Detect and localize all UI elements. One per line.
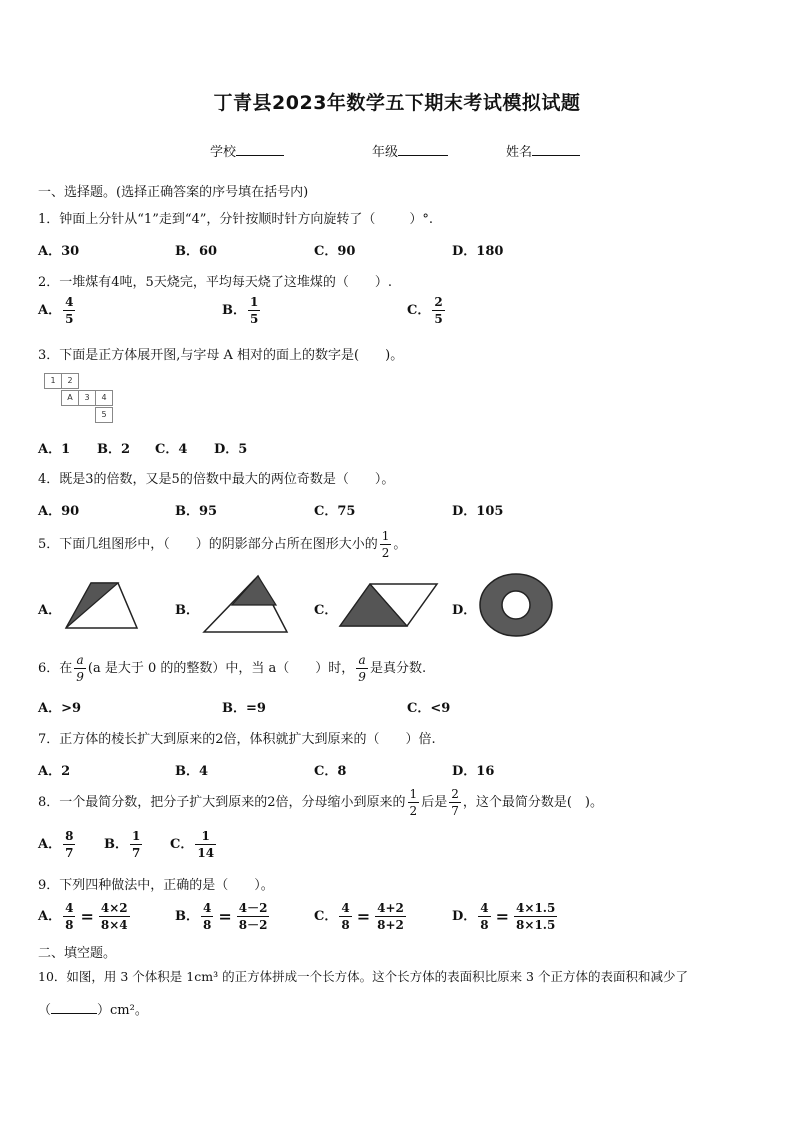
q5-option-d-label[interactable]: D． [452, 603, 477, 618]
q9-option-c[interactable] [314, 902, 408, 931]
q10-open-paren: （ [38, 1003, 52, 1018]
q3-stem: 3．下面是正方体展开图,与字母 A 相对的面上的数字是( )。 [38, 348, 404, 363]
net-cell: 2 [61, 373, 79, 389]
q8-option-a-label: A． [38, 837, 62, 852]
q9-option-b-label: B． [175, 909, 199, 924]
school-blank[interactable] [236, 143, 284, 156]
q5-option-b-label[interactable]: B． [175, 603, 199, 618]
q8-stem-b: 后是 [421, 795, 448, 810]
section-one-heading: 一、选择题。(选择正确答案的序号填在括号内) [38, 185, 309, 200]
equals-sign: = [356, 907, 371, 926]
q8-option-b[interactable] [104, 830, 144, 859]
q2-option-a[interactable] [38, 296, 77, 325]
q7-option-d[interactable]: D．16 [452, 764, 495, 779]
q8-option-a-fraction: $\frac{8}{7}$ [65, 829, 74, 860]
q5-stem-b: 。 [393, 537, 407, 552]
section-two-heading: 二、填空题。 [38, 946, 117, 961]
shape-triangle-shaded-top [202, 574, 290, 636]
q4-option-b[interactable]: B．95 [175, 504, 218, 519]
q9-b-left-fraction: $\frac{4}{8}$ [203, 901, 212, 932]
grade-label: 年级 [372, 145, 399, 160]
q6-fraction-b: $\frac{a}{9}$ [358, 653, 366, 684]
q9-option-c-label: C． [314, 909, 338, 924]
q10-answer-blank[interactable] [51, 1001, 97, 1014]
q3-option-d[interactable]: D．5 [214, 442, 248, 457]
q9-stem: 9．下列四种做法中，正确的是（ ）。 [38, 878, 274, 893]
q3-option-a[interactable]: A．1 [38, 442, 71, 457]
q6-option-c[interactable]: C．<9 [407, 701, 451, 716]
q4-option-a[interactable]: A．90 [38, 504, 80, 519]
q8-stem [38, 788, 603, 817]
shape-trapezoid-shaded [64, 580, 140, 632]
q1-stem-a: 1．钟面上分针从“1”走到“4”，分针按顺时针方向旋转了（ [38, 212, 376, 227]
q4-option-c[interactable]: C．75 [314, 504, 356, 519]
grade-blank[interactable] [398, 143, 448, 156]
name-blank[interactable] [532, 143, 580, 156]
q2-option-b-fraction: $\frac{1}{5}$ [250, 295, 259, 326]
q8-stem-a: 8．一个最简分数，把分子扩大到原来的2倍，分母缩小到原来的 [38, 795, 406, 810]
q9-option-d-label: D． [452, 909, 477, 924]
q8-fraction-a: $\frac{1}{2}$ [409, 787, 418, 818]
q9-d-left-fraction: $\frac{4}{8}$ [480, 901, 489, 932]
q9-option-a[interactable] [38, 902, 132, 931]
q9-option-a-label: A． [38, 909, 62, 924]
net-cell: 3 [78, 390, 96, 406]
q2-option-c-fraction: $\frac{2}{5}$ [434, 295, 443, 326]
net-cell: 4 [95, 390, 113, 406]
net-cell: 5 [95, 407, 113, 423]
school-field[interactable] [210, 141, 284, 160]
q7-stem: 7．正方体的棱长扩大到原来的2倍，体积就扩大到原来的（ ）倍. [38, 732, 436, 747]
q1-stem [38, 208, 433, 227]
q2-option-c[interactable] [407, 296, 447, 325]
q4-stem: 4．既是3的倍数，又是5的倍数中最大的两位奇数是（ ）。 [38, 472, 395, 487]
q7-option-b[interactable]: B．4 [175, 764, 209, 779]
name-field[interactable] [506, 141, 580, 160]
q10-line1: 10．如图，用 3 个体积是 1cm³ 的正方体拼成一个长方体。这个长方体的表面积比原来 3 个正方体的表面积和减少了 [38, 969, 688, 984]
q8-option-b-fraction: $\frac{1}{7}$ [132, 829, 141, 860]
q4-option-d[interactable]: D．105 [452, 504, 504, 519]
q1-option-a[interactable]: A．30 [38, 244, 80, 259]
q2-option-b[interactable] [222, 296, 262, 325]
q1-option-c[interactable]: C．90 [314, 244, 356, 259]
q2-stem: 2．一堆煤有4吨，5天烧完，平均每天烧了这堆煤的（ ）. [38, 275, 392, 290]
equals-sign: = [80, 907, 94, 926]
q9-c-left-fraction: $\frac{4}{8}$ [341, 901, 350, 932]
q8-option-a[interactable] [38, 830, 77, 859]
shape-parallelogram-shaded [338, 582, 440, 630]
q9-c-right-fraction: $\frac{4+2}{8+2}$ [377, 901, 404, 932]
q2-option-a-fraction: $\frac{4}{5}$ [65, 295, 74, 326]
page-title: 丁青县2023年数学五下期末考试模拟试题 [213, 92, 581, 114]
q6-post: 是真分数. [369, 661, 427, 676]
grade-field[interactable] [372, 141, 448, 160]
q8-option-c[interactable] [170, 830, 218, 859]
q8-option-b-label: B． [104, 837, 128, 852]
q2-option-b-label: B． [222, 303, 246, 318]
q1-option-d[interactable]: D．180 [452, 244, 504, 259]
q3-option-c[interactable]: C．4 [155, 442, 188, 457]
q5-fraction: $\frac{1}{2}$ [381, 529, 390, 560]
q8-option-c-label: C． [170, 837, 194, 852]
q8-fraction-b: $\frac{2}{7}$ [451, 787, 459, 818]
q7-option-a[interactable]: A．2 [38, 764, 71, 779]
equals-sign: = [218, 907, 232, 926]
q2-option-c-label: C． [407, 303, 431, 318]
net-cell: A [61, 390, 79, 406]
q9-a-right-fraction: $\frac{4\times 2}{8\times 4}$ [100, 901, 128, 932]
q9-option-d[interactable] [452, 902, 559, 931]
q5-option-c-label[interactable]: C． [314, 603, 338, 618]
shape-ring-shaded [478, 572, 554, 638]
q5-stem [38, 530, 406, 559]
q2-option-a-label: A． [38, 303, 62, 318]
q6-pre: 6．在 [38, 661, 73, 676]
q6-mid: (a 是大于 0 的的整数）中，当 a（ ）时， [87, 661, 355, 676]
name-label: 姓名 [506, 145, 533, 160]
q6-option-b[interactable]: B．=9 [222, 701, 266, 716]
q1-option-b[interactable]: B．60 [175, 244, 218, 259]
q5-option-a-label[interactable]: A． [38, 603, 62, 618]
q9-a-left-fraction: $\frac{4}{8}$ [65, 901, 74, 932]
equals-sign: = [495, 907, 510, 926]
net-cell: 1 [44, 373, 62, 389]
q6-fraction-a: $\frac{a}{9}$ [76, 653, 84, 684]
q7-option-c[interactable]: C．8 [314, 764, 347, 779]
q3-option-b[interactable]: B．2 [97, 442, 131, 457]
q9-d-right-fraction: $\frac{4\times 1.5}{8\times 1.5}$ [516, 901, 556, 932]
q5-stem-a: 5．下面几组图形中，（ ）的阴影部分占所在图形大小的 [38, 537, 378, 552]
q10-line2 [38, 999, 148, 1018]
q9-b-right-fraction: $\frac{4-2}{8-2}$ [238, 901, 268, 932]
q9-option-b[interactable] [175, 902, 271, 931]
q8-stem-c: ，这个最简分数是( )。 [462, 795, 603, 810]
q6-stem [38, 654, 426, 683]
school-label: 学校 [210, 145, 237, 160]
q8-option-c-fraction: $\frac{1}{14}$ [197, 829, 215, 860]
q10-close-paren-unit: ）cm²。 [97, 1003, 148, 1018]
cube-net-figure [44, 373, 124, 425]
q1-stem-b: ）°. [409, 212, 434, 227]
q6-option-a[interactable]: A．>9 [38, 701, 82, 716]
